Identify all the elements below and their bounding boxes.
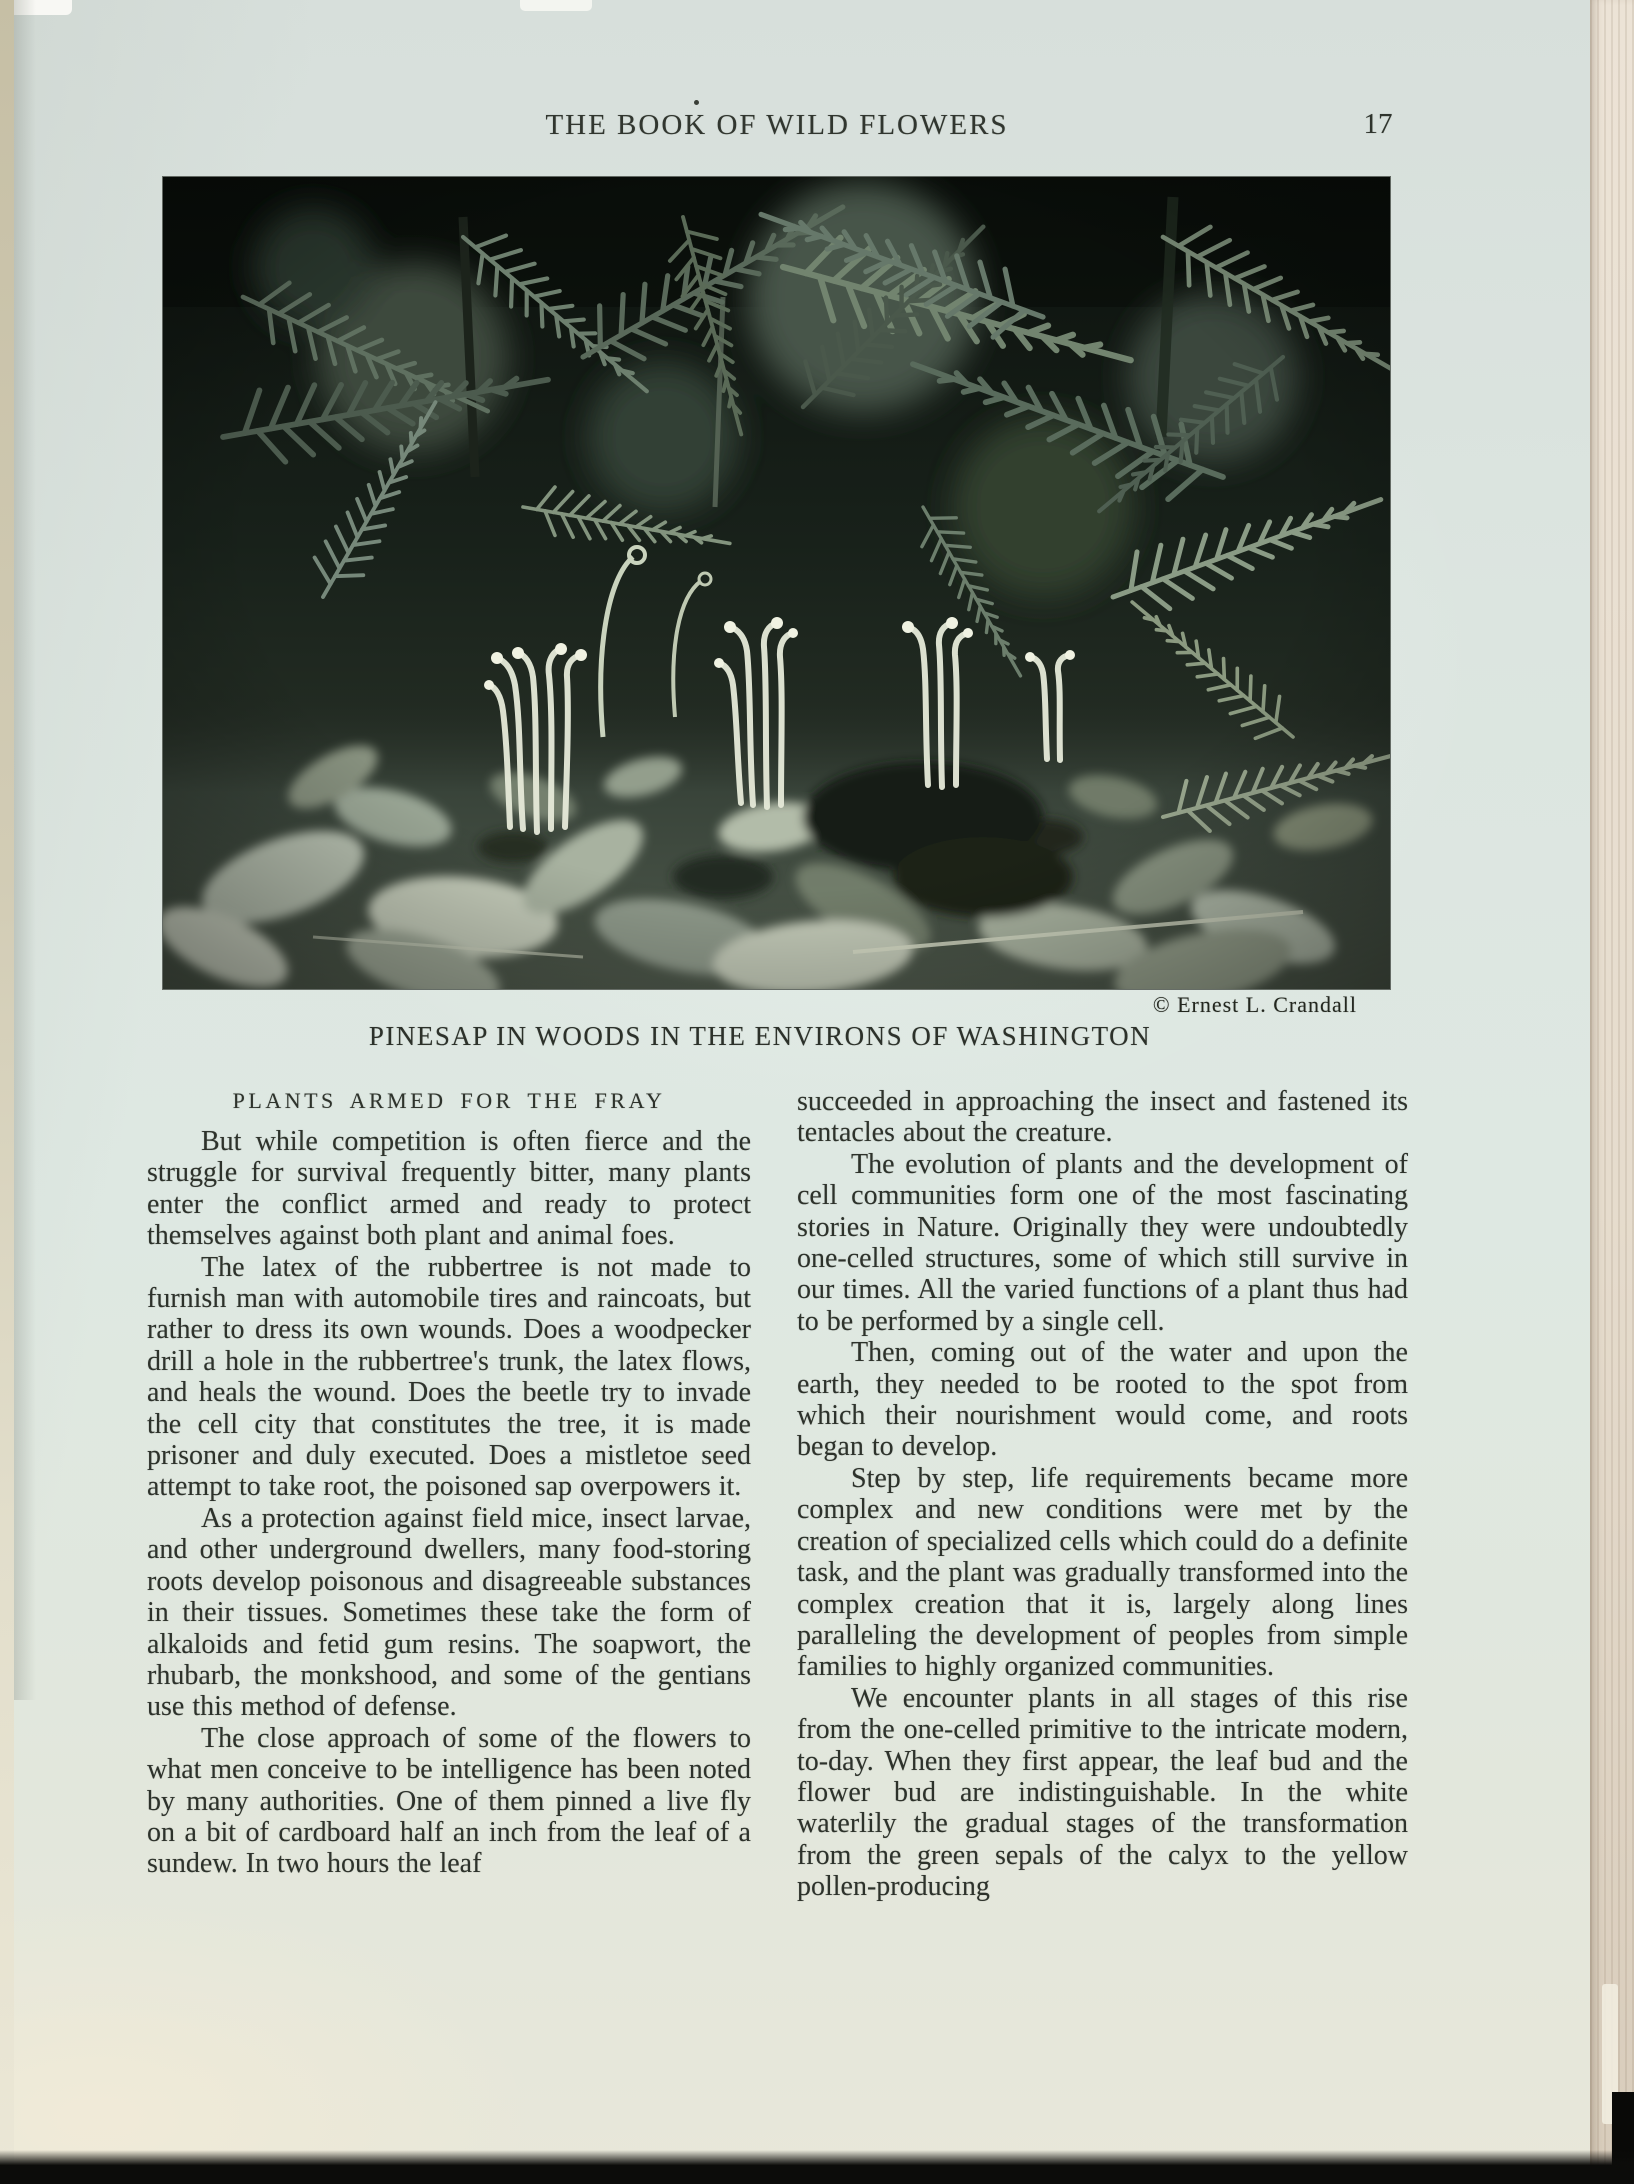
paragraph: Step by step, life requirements became more complex and new conditions were met by the creation of specialized cells which could do a definite task, and the plant was gradually transformed into the complex creation that it is, largely along lines paralleling the development of peoples from simple families to highly organized communities.: [797, 1462, 1408, 1683]
scan-left-edge: [0, 0, 14, 2184]
paragraph: We encounter plants in all stages of this rise from the one-celled primitive to the intricate modern, to-day. When they first appear, the leaf bud and the flower bud are indistinguishable. In the white waterlily the gradual stages of the transformation from the green sepals of the calyx to the yellow pollen-producing: [797, 1682, 1408, 1903]
paragraph: Then, coming out of the water and upon the earth, they needed to be rooted to the spot from which their nourishment would come, and roots began to develop.: [797, 1337, 1408, 1463]
left-column: [147, 1086, 751, 1880]
paragraph: As a protection against field mice, insect larvae, and other underground dwellers, many food-storing roots develop poisonous and disagreeable substances in their tissues. Sometimes these take the form of alkaloids and fetid gum resins. The soapwort, the rhubarb, the monkshood, and some of the gentians use this method of defense.: [147, 1502, 751, 1723]
paragraph: But while competition is often fierce and the struggle for survival frequently bitter, many plants enter the conflict armed and ready to protect themselves against both plant and animal foes.: [147, 1126, 751, 1252]
paragraph: The evolution of plants and the development of cell communities form one of the most fascinating stories in Nature. Originally they were undoubtedly one-celled structures, some of which still survive in our times. All the varied functions of a plant thus had to be performed by a single cell.: [797, 1148, 1408, 1337]
paragraph: The latex of the rubbertree is not made to furnish man with automobile tires and raincoats, but rather to dress its own wounds. Does a woodpecker drill a hole in the rubbertree's trunk, the latex flows, and heals the wound. Does the beetle try to invade the cell city that constitutes the tree, it is made prisoner and duly executed. Does a mistletoe seed attempt to take root, the poisoned sap overpowers it.: [147, 1251, 751, 1503]
page-left-shadow: [14, 0, 36, 1700]
page-number: 17: [1363, 108, 1393, 140]
paragraph-continuation: succeeded in approaching the insect and fastened its tentacles about the creature.: [797, 1086, 1408, 1149]
book-page-edges: [1590, 0, 1634, 2184]
right-column: [797, 1086, 1408, 1903]
paragraph: The close approach of some of the flowers to what men conceive to be intelligence has been noted by many authorities. One of them pinned a live fly on a bit of cardboard half an inch from the leaf of a sundew. In two hours the leaf: [147, 1722, 751, 1880]
section-heading: PLANTS ARMED FOR THE FRAY: [232, 1088, 666, 1113]
pinesap-photo-art: [163, 177, 1390, 989]
print-speck: [694, 100, 699, 105]
photo-caption: PINESAP IN WOODS IN THE ENVIRONS OF WASHINGTON: [368, 1021, 1152, 1051]
pinesap-photograph: [163, 177, 1390, 989]
scan-artifact-top-center: [520, 0, 592, 11]
scan-background-bottom: [0, 2150, 1634, 2184]
running-head-title: THE BOOK OF WILD FLOWERS: [545, 109, 1009, 141]
photo-credit: © Ernest L. Crandall: [1152, 992, 1357, 1017]
